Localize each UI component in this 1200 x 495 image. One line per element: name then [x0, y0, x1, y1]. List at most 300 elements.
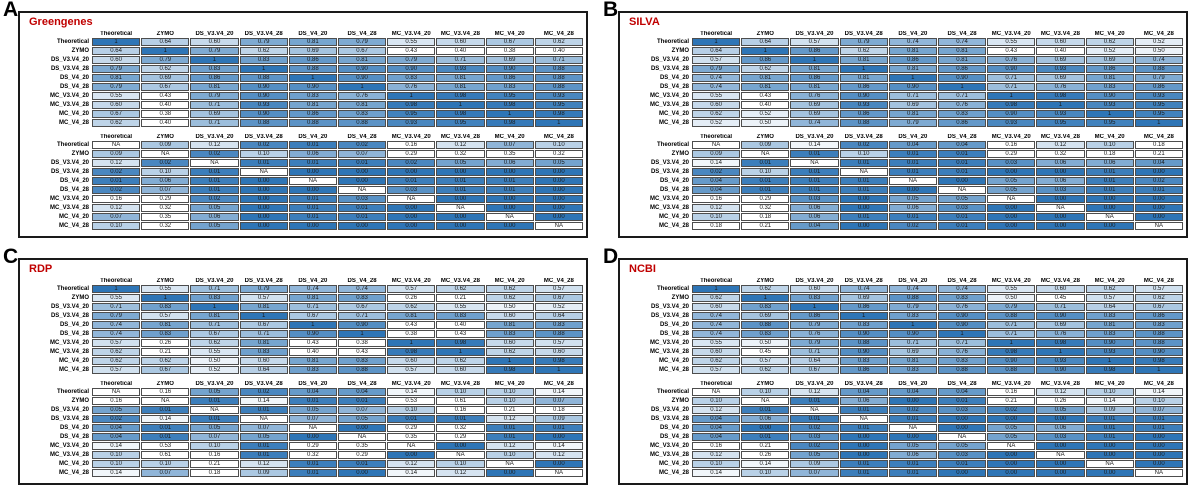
heatmap-cell: 0.00: [1086, 442, 1134, 450]
heatmap-cell: 0.06: [190, 213, 238, 221]
row-label: DS_V3.V4_20: [50, 160, 89, 166]
heatmap-cell: 0.74: [692, 321, 740, 329]
heatmap-cell: 0.18: [190, 469, 238, 477]
heatmap-cell: 0.90: [289, 83, 337, 91]
heatmap-cell: 1: [938, 330, 986, 338]
heatmap-cell: 0.21: [190, 460, 238, 468]
heatmap-cell: 0.14: [387, 469, 435, 477]
column-header: MC_V3.V4_28: [440, 381, 480, 387]
heatmap-cell: 0.00: [338, 424, 386, 432]
heatmap-cell: NA: [190, 406, 238, 414]
column-header: DS_V3.V4_28: [844, 278, 883, 284]
row-label: MC_V4_28: [658, 120, 689, 126]
heatmap-cell: 0.00: [840, 442, 888, 450]
heatmap-cell: 0.16: [92, 195, 140, 203]
heatmap-cell: 0.01: [889, 415, 937, 423]
heatmap-cell: 0.00: [486, 195, 534, 203]
column-header: MC_V4_28: [543, 134, 574, 140]
heatmap-cell: 0.79: [92, 312, 140, 320]
heatmap-cell: 0.00: [535, 204, 583, 212]
heatmap-cell: 0.98: [436, 110, 484, 118]
heatmap-cell: NA: [240, 415, 288, 423]
heatmap-cell: 0.09: [141, 141, 189, 149]
heatmap-cell: 0.01: [338, 204, 386, 212]
heatmap-cell: 0.01: [1086, 177, 1134, 185]
heatmap-cell: 0.52: [1086, 47, 1134, 55]
heatmap-cell: 0.00: [289, 186, 337, 194]
heatmap-cell: 0.06: [790, 204, 838, 212]
heatmap-cell: 0.04: [92, 424, 140, 432]
pvalue-table-container: [26, 380, 580, 478]
heatmap-cell: 0.01: [387, 177, 435, 185]
column-header: MC_V4_28: [543, 381, 574, 387]
heatmap-cell: 1: [338, 83, 386, 91]
heatmap-cell: 0.40: [741, 101, 789, 109]
heatmap-cell: 0.83: [1135, 321, 1183, 329]
heatmap-cell: 0.01: [840, 186, 888, 194]
heatmap-cell: 0.62: [692, 110, 740, 118]
heatmap-cell: 0.01: [889, 168, 937, 176]
heatmap-cell: 0.69: [486, 56, 534, 64]
heatmap-cell: 0.04: [92, 433, 140, 441]
heatmap-cell: 0.10: [486, 397, 534, 405]
heatmap-cell: 0.55: [92, 294, 140, 302]
column-header: MC_V4_20: [494, 278, 525, 284]
heatmap-cell: 0.81: [190, 83, 238, 91]
heatmap-cell: 0.86: [1135, 83, 1183, 91]
heatmap-cell: 0.07: [240, 424, 288, 432]
heatmap-cell: 0.03: [938, 406, 986, 414]
heatmap-cell: 0.00: [486, 168, 534, 176]
heatmap-cell: 0.32: [535, 150, 583, 158]
heatmap-cell: 0.76: [790, 92, 838, 100]
heatmap-cell: 0.90: [840, 348, 888, 356]
corner-cell: [627, 381, 691, 387]
heatmap-cell: 0.88: [289, 119, 337, 127]
heatmap-cell: 0.02: [387, 159, 435, 167]
heatmap-cell: 0.60: [1036, 38, 1084, 46]
heatmap-cell: 0.07: [289, 415, 337, 423]
heatmap-cell: 0.81: [840, 56, 888, 64]
row-label: DS_V4_20: [59, 322, 89, 328]
heatmap-cell: 0.83: [338, 294, 386, 302]
heatmap-cell: 0.00: [1135, 213, 1183, 221]
heatmap-cell: 0.00: [1135, 204, 1183, 212]
column-header: MC_V4_20: [1094, 31, 1125, 37]
heatmap-cell: 0.79: [387, 56, 435, 64]
heatmap-cell: 0.01: [387, 415, 435, 423]
heatmap-cell: 0.81: [889, 357, 937, 365]
heatmap-cell: 0.90: [338, 74, 386, 82]
heatmap-cell: 0.10: [92, 222, 140, 230]
heatmap-cell: 0.00: [987, 460, 1035, 468]
heatmap-cell: 0.14: [535, 442, 583, 450]
heatmap-cell: 0.67: [141, 366, 189, 374]
heatmap-cell: 0.03: [338, 195, 386, 203]
heatmap-cell: 0.69: [141, 74, 189, 82]
heatmap-cell: NA: [790, 406, 838, 414]
heatmap-cell: 1: [289, 74, 337, 82]
column-header: DS_V4_20: [298, 134, 328, 140]
column-header: DS_V4_20: [298, 278, 328, 284]
row-label: MC_V3.V4_20: [649, 443, 689, 449]
column-header: MC_V3.V4_20: [391, 278, 431, 284]
column-header: ZYMO: [156, 31, 174, 37]
heatmap-cell: 0.00: [840, 204, 888, 212]
heatmap-cell: 0.12: [790, 388, 838, 396]
row-label: DS_V4_28: [59, 187, 89, 193]
row-label: DS_V3.V4_28: [50, 169, 89, 175]
heatmap-cell: 0.90: [987, 110, 1035, 118]
heatmap-cell: 0.40: [1036, 47, 1084, 55]
column-header: MC_V3.V4_20: [391, 134, 431, 140]
row-label: DS_V4_28: [59, 331, 89, 337]
heatmap-cell: 1: [486, 357, 534, 365]
column-header: MC_V3.V4_20: [991, 278, 1031, 284]
heatmap-cell: 0.12: [436, 141, 484, 149]
heatmap-cell: 0.45: [741, 348, 789, 356]
heatmap-cell: 0.88: [938, 366, 986, 374]
heatmap-cell: 0.79: [1135, 74, 1183, 82]
column-header: DS_V3.V4_20: [795, 31, 834, 37]
heatmap-cell: 0.81: [289, 101, 337, 109]
heatmap-cell: 0.43: [289, 339, 337, 347]
heatmap-cell: 0.79: [987, 303, 1035, 311]
heatmap-cell: 0.05: [92, 406, 140, 414]
heatmap-cell: 0.93: [535, 92, 583, 100]
heatmap-cell: 0.05: [190, 424, 238, 432]
heatmap-cell: 1: [436, 348, 484, 356]
heatmap-cell: 0.00: [938, 415, 986, 423]
heatmap-cell: 0.55: [692, 339, 740, 347]
row-label: MC_V4_20: [58, 461, 89, 467]
heatmap-cell: 0.10: [741, 168, 789, 176]
row-label: MC_V4_28: [58, 367, 89, 373]
row-label: ZYMO: [671, 398, 689, 404]
heatmap-cell: NA: [987, 195, 1035, 203]
heatmap-cell: 0.71: [938, 339, 986, 347]
heatmap-cell: 0.01: [840, 424, 888, 432]
heatmap-cell: 0.04: [1135, 159, 1183, 167]
heatmap-cell: 0.86: [790, 74, 838, 82]
correlation-heatmap-table: [626, 30, 1184, 128]
heatmap-cell: 0.86: [938, 119, 986, 127]
column-header: DS_V3.V4_20: [795, 134, 834, 140]
heatmap-cell: 0.09: [92, 150, 140, 158]
heatmap-cell: 0.05: [938, 195, 986, 203]
heatmap-cell: 0.55: [436, 303, 484, 311]
heatmap-cell: 0.01: [938, 460, 986, 468]
heatmap-cell: 0.16: [987, 388, 1035, 396]
row-label: DS_V3.V4_20: [50, 57, 89, 63]
heatmap-cell: 0.76: [338, 92, 386, 100]
heatmap-cell: 0.03: [987, 159, 1035, 167]
row-label: ZYMO: [71, 48, 89, 54]
heatmap-cell: 0.93: [987, 119, 1035, 127]
heatmap-cell: 0.00: [840, 433, 888, 441]
heatmap-cell: 0.62: [535, 38, 583, 46]
heatmap-cell: 0.26: [141, 339, 189, 347]
heatmap-cell: 0.60: [92, 101, 140, 109]
row-label: MC_V3.V4_20: [49, 196, 89, 202]
heatmap-cell: 0.60: [387, 357, 435, 365]
heatmap-cell: 0.01: [790, 397, 838, 405]
heatmap-cell: 0.29: [338, 451, 386, 459]
heatmap-cell: 1: [190, 303, 238, 311]
heatmap-cell: 0.01: [741, 433, 789, 441]
heatmap-cell: 0.00: [1036, 469, 1084, 477]
row-label: MC_V3.V4_20: [649, 340, 689, 346]
heatmap-cell: 0.67: [240, 321, 288, 329]
heatmap-cell: NA: [289, 424, 337, 432]
heatmap-cell: 0.29: [436, 433, 484, 441]
heatmap-cell: 0.88: [535, 83, 583, 91]
heatmap-cell: 0.88: [987, 312, 1035, 320]
heatmap-cell: 0.71: [240, 330, 288, 338]
heatmap-cell: 0.62: [486, 348, 534, 356]
heatmap-cell: 0.01: [889, 460, 937, 468]
heatmap-cell: 0.98: [535, 357, 583, 365]
heatmap-cell: 0.90: [840, 92, 888, 100]
heatmap-cell: 0.01: [840, 460, 888, 468]
row-label: ZYMO: [671, 295, 689, 301]
heatmap-cell: 0.93: [1036, 65, 1084, 73]
heatmap-cell: 0.14: [387, 388, 435, 396]
heatmap-cell: 0.62: [387, 303, 435, 311]
heatmap-cell: 0.79: [190, 47, 238, 55]
heatmap-cell: 0.62: [741, 285, 789, 293]
heatmap-cell: 0.93: [240, 101, 288, 109]
heatmap-cell: 0.95: [436, 119, 484, 127]
panel-label-d: D: [603, 245, 619, 268]
row-label: MC_V4_20: [658, 111, 689, 117]
column-header: DS_V4_28: [947, 134, 977, 140]
heatmap-cell: 0.86: [840, 110, 888, 118]
heatmap-cell: 0.00: [840, 222, 888, 230]
heatmap-cell: 0.01: [240, 451, 288, 459]
heatmap-cell: NA: [338, 186, 386, 194]
heatmap-cell: 0.05: [240, 433, 288, 441]
heatmap-cell: 0.09: [1086, 406, 1134, 414]
heatmap-cell: 0.03: [790, 433, 838, 441]
heatmap-cell: 0.83: [741, 330, 789, 338]
heatmap-cell: 0.67: [92, 110, 140, 118]
heatmap-cell: 0.01: [190, 186, 238, 194]
heatmap-cell: 0.29: [987, 150, 1035, 158]
heatmap-cell: 0.02: [692, 168, 740, 176]
heatmap-cell: 0.55: [92, 92, 140, 100]
heatmap-cell: 0.01: [938, 222, 986, 230]
row-label: ZYMO: [71, 295, 89, 301]
heatmap-cell: 0.83: [1086, 330, 1134, 338]
heatmap-cell: 0.12: [1036, 388, 1084, 396]
heatmap-cell: 0.00: [387, 222, 435, 230]
column-header: MC_V4_20: [1094, 278, 1125, 284]
heatmap-cell: 0.83: [141, 303, 189, 311]
column-header: DS_V4_20: [298, 381, 328, 387]
heatmap-cell: 0.95: [1086, 119, 1134, 127]
heatmap-cell: 0.95: [486, 92, 534, 100]
heatmap-cell: 0.50: [741, 119, 789, 127]
heatmap-cell: 0.06: [486, 159, 534, 167]
heatmap-cell: 0.76: [938, 303, 986, 311]
column-header: DS_V4_28: [347, 381, 377, 387]
heatmap-cell: 0.60: [436, 366, 484, 374]
heatmap-cell: 0.71: [938, 92, 986, 100]
column-header: DS_V4_28: [347, 31, 377, 37]
row-label: Theoretical: [656, 142, 689, 148]
heatmap-cell: 0.05: [987, 186, 1035, 194]
heatmap-cell: 0.00: [436, 222, 484, 230]
heatmap-cell: 0.79: [889, 119, 937, 127]
heatmap-cell: 0.64: [741, 38, 789, 46]
row-label: MC_V3.V4_28: [649, 102, 689, 108]
heatmap-cell: 0.16: [692, 195, 740, 203]
heatmap-cell: 0.52: [1135, 38, 1183, 46]
heatmap-cell: 0.29: [741, 195, 789, 203]
heatmap-cell: 1: [790, 303, 838, 311]
panel-label-a: A: [3, 0, 19, 21]
heatmap-cell: 0.00: [1135, 442, 1183, 450]
heatmap-cell: 0.04: [840, 388, 888, 396]
heatmap-cell: 0.79: [92, 83, 140, 91]
heatmap-cell: 0.98: [486, 101, 534, 109]
heatmap-cell: 0.90: [987, 357, 1035, 365]
heatmap-cell: 0.09: [741, 141, 789, 149]
heatmap-cell: 0.81: [338, 56, 386, 64]
heatmap-cell: 0.86: [840, 303, 888, 311]
panel-box-silva: [618, 11, 1188, 238]
heatmap-cell: 1: [692, 285, 740, 293]
heatmap-cell: 0.10: [141, 460, 189, 468]
heatmap-cell: 0.05: [436, 159, 484, 167]
heatmap-cell: 0.26: [741, 451, 789, 459]
heatmap-cell: 0.07: [1135, 406, 1183, 414]
heatmap-cell: 0.00: [338, 222, 386, 230]
heatmap-cell: 0.01: [436, 186, 484, 194]
panel-title: Greengenes: [29, 16, 93, 28]
heatmap-cell: 0.67: [1135, 303, 1183, 311]
heatmap-cell: 1: [1036, 101, 1084, 109]
heatmap-cell: 0.21: [741, 222, 789, 230]
heatmap-cell: 0.55: [987, 285, 1035, 293]
column-header: DS_V3.V4_28: [844, 31, 883, 37]
heatmap-cell: 0.67: [338, 47, 386, 55]
heatmap-cell: 0.79: [790, 339, 838, 347]
heatmap-cell: NA: [436, 451, 484, 459]
heatmap-cell: 0.21: [436, 294, 484, 302]
column-header: DS_V4_28: [947, 278, 977, 284]
column-header: DS_V4_20: [298, 31, 328, 37]
heatmap-cell: 0.10: [141, 168, 189, 176]
heatmap-cell: 0.81: [190, 312, 238, 320]
corner-cell: [27, 134, 91, 140]
heatmap-cell: NA: [535, 469, 583, 477]
column-header: MC_V3.V4_20: [391, 381, 431, 387]
heatmap-cell: 0.79: [240, 285, 288, 293]
heatmap-cell: 0.09: [535, 415, 583, 423]
panel-greengenes: [0, 0, 600, 247]
heatmap-cell: 0.14: [141, 415, 189, 423]
heatmap-cell: 0.05: [987, 177, 1035, 185]
panel-title: SILVA: [629, 16, 660, 28]
heatmap-cell: 0.62: [1086, 38, 1134, 46]
heatmap-cell: 0.01: [1135, 424, 1183, 432]
heatmap-cell: 0.71: [338, 312, 386, 320]
heatmap-cell: 0.00: [535, 186, 583, 194]
heatmap-cell: NA: [790, 159, 838, 167]
heatmap-cell: 1: [1036, 348, 1084, 356]
heatmap-cell: 0.90: [1036, 312, 1084, 320]
heatmap-cell: 0.83: [938, 357, 986, 365]
column-header: MC_V4_20: [494, 134, 525, 140]
heatmap-cell: 0.62: [692, 294, 740, 302]
row-label: MC_V4_20: [58, 358, 89, 364]
heatmap-cell: 0.43: [141, 92, 189, 100]
column-header: MC_V4_28: [1143, 134, 1174, 140]
heatmap-cell: 1: [486, 110, 534, 118]
heatmap-cell: 1: [338, 330, 386, 338]
column-header: MC_V4_20: [494, 31, 525, 37]
heatmap-cell: 0.00: [1135, 195, 1183, 203]
heatmap-cell: 0.07: [92, 213, 140, 221]
heatmap-cell: NA: [486, 460, 534, 468]
heatmap-cell: 0.88: [240, 74, 288, 82]
heatmap-cell: 0.10: [387, 406, 435, 414]
heatmap-cell: 0.74: [289, 285, 337, 293]
row-label: Theoretical: [656, 39, 689, 45]
heatmap-cell: 0.90: [240, 110, 288, 118]
heatmap-cell: 0.88: [987, 366, 1035, 374]
heatmap-cell: 0.88: [1135, 330, 1183, 338]
heatmap-cell: 0.74: [338, 285, 386, 293]
heatmap-cell: 0.43: [741, 92, 789, 100]
heatmap-cell: 0.16: [692, 442, 740, 450]
heatmap-cell: 0.00: [1135, 433, 1183, 441]
heatmap-cell: 0.83: [240, 348, 288, 356]
heatmap-cell: 0.53: [141, 442, 189, 450]
heatmap-cell: 0.83: [790, 294, 838, 302]
heatmap-cell: 0.01: [141, 433, 189, 441]
heatmap-cell: 0.71: [889, 92, 937, 100]
heatmap-cell: 0.79: [338, 38, 386, 46]
heatmap-cell: 0.00: [338, 168, 386, 176]
heatmap-cell: 0.57: [535, 339, 583, 347]
heatmap-cell: 0.14: [741, 460, 789, 468]
heatmap-cell: 0.95: [1135, 101, 1183, 109]
heatmap-cell: 0.06: [289, 150, 337, 158]
heatmap-cell: 0.81: [1086, 74, 1134, 82]
heatmap-cell: 0.83: [1086, 83, 1134, 91]
heatmap-cell: 0.64: [535, 312, 583, 320]
heatmap-cell: 0.74: [840, 285, 888, 293]
column-header: MC_V3.V4_28: [1040, 278, 1080, 284]
heatmap-cell: 0.01: [889, 150, 937, 158]
heatmap-cell: 0.07: [790, 469, 838, 477]
column-header: DS_V3.V4_28: [244, 134, 283, 140]
heatmap-cell: 0.10: [1086, 141, 1134, 149]
heatmap-cell: 0.01: [741, 177, 789, 185]
heatmap-cell: 0.57: [1086, 294, 1134, 302]
heatmap-cell: 0.10: [436, 460, 484, 468]
heatmap-cell: 0.07: [141, 186, 189, 194]
heatmap-cell: 0.04: [938, 141, 986, 149]
heatmap-cell: 0.86: [190, 74, 238, 82]
heatmap-cell: 0.01: [535, 424, 583, 432]
heatmap-cell: 0.02: [240, 388, 288, 396]
panel-box-rdp: [18, 258, 588, 485]
heatmap-cell: 0.83: [535, 321, 583, 329]
